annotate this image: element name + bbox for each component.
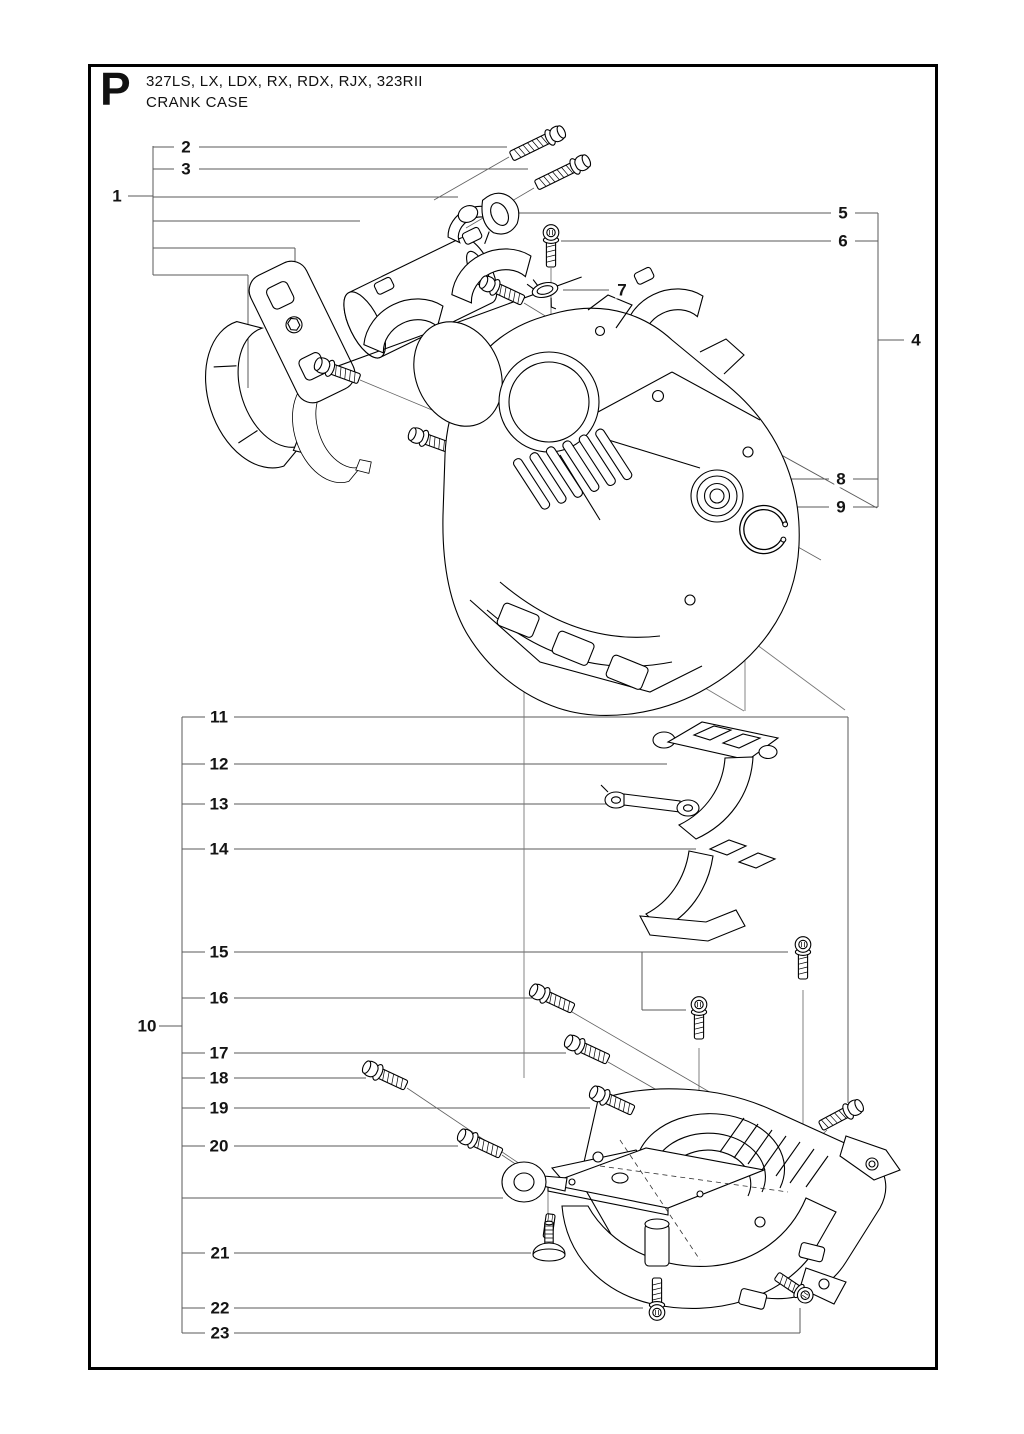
screw-15a [691, 997, 707, 1039]
callout-2: 2 [181, 137, 191, 157]
callout-11: 11 [210, 707, 228, 727]
retainer-clip-7 [526, 274, 562, 314]
ball-bearing-8 [691, 470, 743, 522]
callout-18: 18 [209, 1068, 229, 1088]
callout-6: 6 [838, 231, 848, 251]
clamp-cover-14 [640, 840, 775, 941]
callout-7: 7 [617, 280, 627, 300]
callout-20: 20 [209, 1136, 229, 1156]
section-title: CRANK CASE [146, 94, 249, 111]
callout-22: 22 [210, 1298, 230, 1318]
callout-19: 19 [209, 1098, 229, 1118]
callout-4: 4 [911, 330, 921, 350]
callout-15: 15 [209, 942, 229, 962]
screw-18 [360, 1058, 410, 1093]
screw-20 [455, 1126, 505, 1161]
screw-17 [562, 1032, 612, 1067]
callout-1: 1 [112, 186, 122, 206]
model-list: 327LS, LX, LDX, RX, RDX, RJX, 323RII [146, 73, 423, 90]
callout-9: 9 [836, 497, 846, 517]
callout-23: 23 [210, 1323, 230, 1343]
callout-21: 21 [210, 1243, 230, 1263]
screw-6 [543, 225, 559, 267]
callout-17: 17 [209, 1043, 229, 1063]
callout-5: 5 [838, 203, 848, 223]
screw-16 [527, 981, 577, 1016]
callout-16: 16 [209, 988, 229, 1008]
screw-21-with-pin [533, 1214, 565, 1261]
screw-15b [795, 937, 811, 979]
callout-8: 8 [836, 469, 846, 489]
page-letter: P [100, 63, 131, 115]
callout-14: 14 [209, 839, 229, 859]
screw-3 [533, 152, 593, 193]
clamp-cover-12 [653, 722, 778, 839]
callout-13: 13 [209, 794, 229, 814]
callout-12: 12 [209, 754, 229, 774]
bracket-13 [601, 785, 699, 816]
screw-11 [817, 1097, 866, 1134]
clamp-bracket [243, 255, 360, 408]
screw-2 [508, 123, 568, 164]
callout-10: 10 [137, 1016, 157, 1036]
callout-3: 3 [181, 159, 191, 179]
